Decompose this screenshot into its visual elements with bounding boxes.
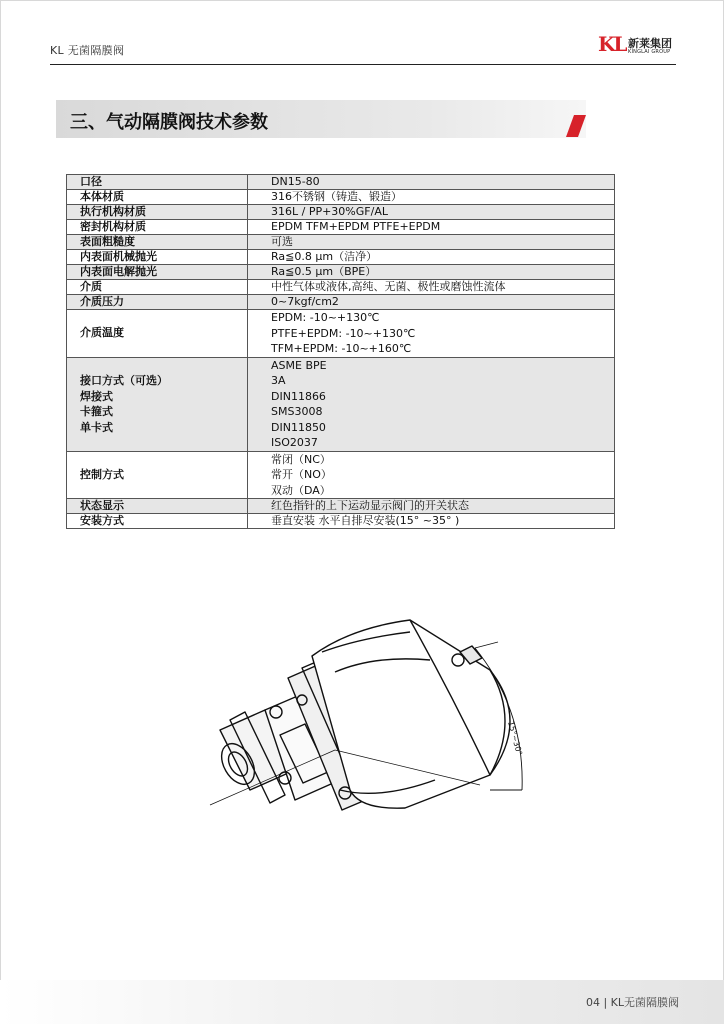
spec-value-line: 常闭（NC）	[271, 452, 331, 466]
spec-key: 状态显示	[67, 499, 248, 514]
spec-value: 红色指针的上下运动显示阀门的开关状态	[248, 499, 615, 514]
table-row	[67, 205, 615, 220]
spec-value-line: 双动（DA）	[271, 483, 331, 497]
spec-value-line: SMS3008	[271, 405, 323, 418]
logo-mark: KL	[598, 32, 626, 56]
spec-value-multiline	[248, 310, 615, 358]
header-rule	[50, 64, 676, 65]
spec-value: 垂直安装 水平自排尽安装(15° ~35° )	[248, 514, 615, 529]
footer-divider: |	[603, 996, 611, 1009]
spec-key: 执行机构材质	[67, 205, 248, 220]
spec-value-line: ASME BPE	[271, 358, 327, 372]
spec-value: 316不锈钢（铸造、锻造）	[248, 190, 615, 205]
spec-key: 介质压力	[67, 295, 248, 310]
table-row	[67, 451, 615, 499]
spec-value-line: 常开（NO）	[271, 468, 332, 481]
spec-table	[66, 174, 615, 529]
spec-key-line: 焊接式	[80, 389, 113, 403]
table-row	[67, 514, 615, 529]
spec-key: 密封机构材质	[67, 220, 248, 235]
spec-key: 介质	[67, 280, 248, 295]
table-row	[67, 280, 615, 295]
spec-key: 口径	[67, 175, 248, 190]
spec-value: 可选	[248, 235, 615, 250]
logo-name-cn: 新莱集团	[628, 37, 672, 50]
spec-value-line: 3A	[271, 374, 286, 387]
table-row	[67, 235, 615, 250]
spec-value-line: TFM+EPDM: -10~+160℃	[271, 342, 412, 355]
table-row	[67, 175, 615, 190]
table-row	[67, 265, 615, 280]
table-row	[67, 357, 615, 451]
section-accent-stripe	[566, 115, 586, 137]
spec-value: 316L / PP+30%GF/AL	[248, 205, 615, 220]
spec-value: Ra≦0.8 μm（洁净）	[248, 250, 615, 265]
logo-name-en: KINGLAI GROUP	[628, 49, 671, 55]
table-row	[67, 250, 615, 265]
spec-value-line: DIN11850	[271, 420, 326, 434]
spec-value: EPDM TFM+EPDM PTFE+EPDM	[248, 220, 615, 235]
spec-key: 内表面电解抛光	[67, 265, 248, 280]
spec-key: 介质温度	[67, 310, 248, 358]
spec-key-line: 单卡式	[80, 420, 113, 434]
spec-key: 安装方式	[67, 514, 248, 529]
table-row	[67, 499, 615, 514]
section-title: 三、气动隔膜阀技术参数	[70, 112, 268, 133]
spec-value-line: ISO2037	[271, 436, 318, 449]
spec-key: 内表面机械抛光	[67, 250, 248, 265]
spec-value-multiline	[248, 357, 615, 451]
table-row	[67, 190, 615, 205]
table-row	[67, 310, 615, 358]
header-doc-title: KL 无菌隔膜阀	[50, 44, 125, 57]
footer-page-label	[586, 994, 679, 1010]
spec-value: Ra≦0.5 μm（BPE）	[248, 265, 615, 280]
company-logo	[598, 32, 680, 60]
table-row	[67, 295, 615, 310]
spec-key: 控制方式	[67, 451, 248, 499]
spec-value-line: EPDM: -10~+130℃	[271, 311, 380, 324]
spec-value-line: PTFE+EPDM: -10~+130℃	[271, 326, 416, 340]
spec-value-multiline	[248, 451, 615, 499]
spec-key-line: 卡箍式	[80, 405, 113, 418]
footer-doc-title: KL无菌隔膜阀	[610, 996, 679, 1009]
footer-page-number: 04	[585, 996, 600, 1009]
spec-value: 0~7kgf/cm2	[248, 295, 615, 310]
spec-value-line: DIN11866	[271, 389, 326, 403]
diaphragm-valve-illustration	[190, 600, 550, 840]
spec-key: 本体材质	[67, 190, 248, 205]
angle-label: 15°~30°	[506, 720, 524, 757]
spec-key: 表面粗糙度	[67, 235, 248, 250]
spec-key-multiline	[67, 357, 248, 451]
spec-value: DN15-80	[248, 175, 615, 190]
table-row	[67, 220, 615, 235]
spec-key-line: 接口方式（可选）	[80, 374, 168, 387]
spec-value: 中性气体或液体,高纯、无菌、极性或磨蚀性流体	[248, 280, 615, 295]
